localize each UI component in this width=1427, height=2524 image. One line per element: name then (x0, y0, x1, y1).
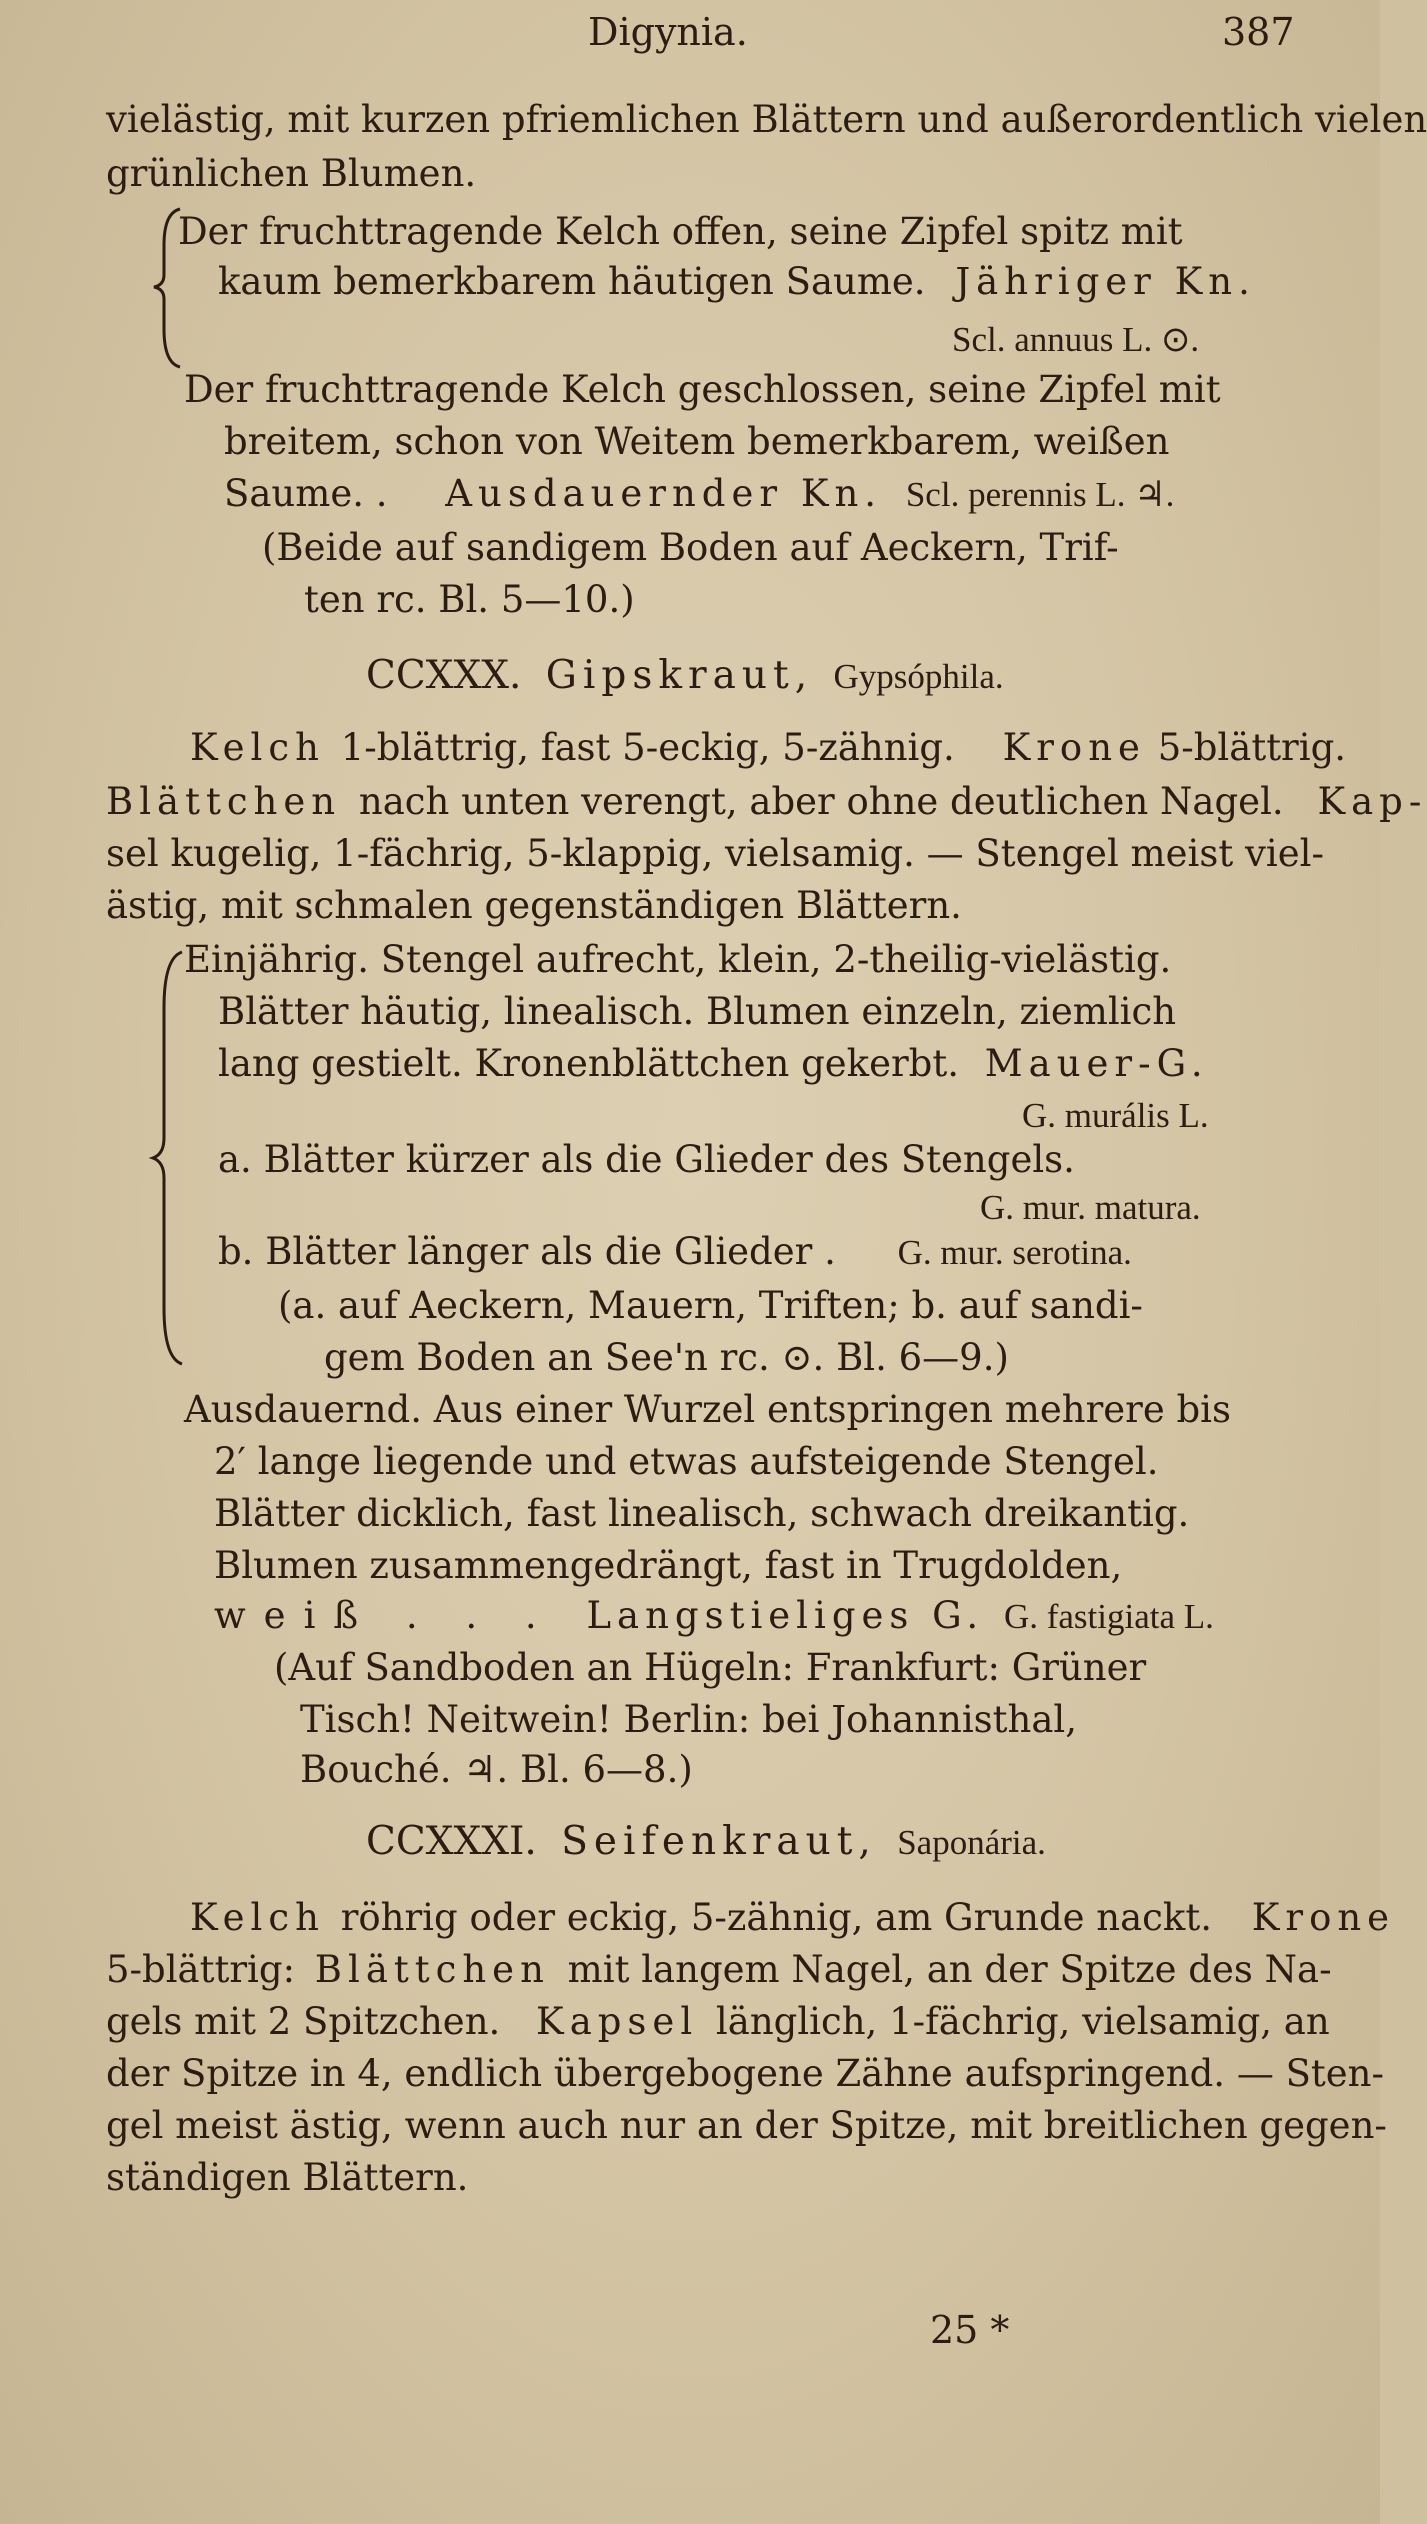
latin-name: Scl. perennis L. ♃. (905, 475, 1175, 514)
german-name: Mauer-G. (984, 1042, 1209, 1085)
key-line: breitem, schon von Weitem bemerkbarem, weißen (224, 420, 1170, 463)
key-text: b. Blätter länger als die Glieder . (218, 1230, 836, 1273)
key-line: Ausdauernd. Aus einer Wurzel entspringen mehrere bis (184, 1388, 1232, 1431)
german-name: Langstieliges G. (586, 1594, 985, 1637)
description-line (106, 778, 1427, 826)
genus-number: CCXXX. (366, 653, 522, 698)
latin-name: G. mur. serotina. (897, 1233, 1132, 1272)
variety-line: a. Blätter kürzer als die Glieder des Stengels. (218, 1138, 1075, 1181)
text-line: grünlichen Blumen. (106, 152, 477, 195)
latin-name: G. mur. matura. (980, 1188, 1201, 1227)
key-line (214, 1592, 1214, 1641)
key-line: Einjährig. Stengel aufrecht, klein, 2-theilig-vielästig. (184, 938, 1172, 981)
key-line (224, 470, 1174, 519)
german-name: Jähriger Kn. (955, 260, 1256, 303)
key-text: weiß . . . (214, 1594, 555, 1637)
habitat-note: gem Boden an See'n rc. ⊙. Bl. 6—9.) (324, 1336, 1009, 1379)
genus-german: Gipskraut, (545, 653, 814, 698)
term: Kap- (1317, 780, 1427, 823)
genus-heading (366, 652, 1004, 701)
key-text: kaum bemerkbarem häutigen Saume. (218, 260, 926, 303)
genus-latin: Saponária. (897, 1823, 1046, 1862)
variety-line (218, 1228, 1132, 1277)
description-line: gel meist ästig, wenn auch nur an der Spitze, mit breitlichen gegen- (106, 2104, 1387, 2147)
page-number: 387 (1222, 10, 1295, 54)
key-line: Blätter häutig, linealisch. Blumen einzeln, ziemlich (218, 990, 1177, 1033)
text: 1-blättrig, fast 5-eckig, 5-zähnig. (340, 726, 955, 769)
key-line: 2′ lange liegende und etwas aufsteigende Stengel. (214, 1440, 1159, 1483)
term: Blättchen (314, 1948, 550, 1991)
habitat-note: (a. auf Aeckern, Mauern, Triften; b. auf sandi- (278, 1284, 1143, 1327)
description-line: ästig, mit schmalen gegenständigen Blättern. (106, 884, 962, 927)
description-line: der Spitze in 4, endlich übergebogene Zähne aufspringend. — Sten- (106, 2052, 1385, 2095)
description-line (190, 724, 1346, 772)
latin-name: G. murális L. (1022, 1096, 1209, 1135)
term: Blättchen (106, 780, 342, 823)
key-line: Der fruchttragende Kelch offen, seine Zipfel spitz mit (178, 210, 1183, 253)
key-line: Blumen zusammengedrängt, fast in Trugdolden, (214, 1544, 1123, 1587)
genus-number: CCXXXI. (366, 1819, 537, 1864)
text: mit langem Nagel, an der Spitze des Na- (567, 1948, 1332, 1991)
text: 5-blättrig. (1157, 726, 1347, 769)
key-text: Saume. . (224, 472, 388, 515)
signature-mark: 25 * (930, 2308, 1010, 2352)
description-line: ständigen Blättern. (106, 2156, 469, 2199)
genus-latin: Gypsóphila. (833, 657, 1004, 696)
text: gels mit 2 Spitzchen. (106, 2000, 501, 2043)
term: Kelch (190, 1896, 325, 1939)
text: 5-blättrig: (106, 1948, 296, 1991)
habitat-note: Bouché. ♃. Bl. 6—8.) (300, 1748, 693, 1791)
text-line: vielästig, mit kurzen pfriemlichen Blättern und außerordentlich vielen (106, 98, 1427, 141)
term: Krone (1002, 726, 1146, 769)
curly-brace (150, 948, 190, 1368)
key-line (218, 1040, 1209, 1088)
text: länglich, 1-fächrig, vielsamig, an (715, 2000, 1330, 2043)
key-line (218, 258, 1256, 306)
habitat-note: (Auf Sandboden an Hügeln: Frankfurt: Grüner (274, 1646, 1147, 1689)
description-line: sel kugelig, 1-fächrig, 5-klappig, vielsamig. — Stengel meist viel- (106, 832, 1324, 875)
key-text: lang gestielt. Kronenblättchen gekerbt. (218, 1042, 959, 1085)
latin-name: G. fastigiata L. (1003, 1597, 1214, 1636)
latin-name: Scl. annuus L. ⊙. (952, 320, 1200, 359)
genus-german: Seifenkraut, (561, 1819, 877, 1864)
description-line (106, 1998, 1330, 2046)
description-line (106, 1946, 1332, 1994)
key-line: Der fruchttragende Kelch geschlossen, seine Zipfel mit (184, 368, 1221, 411)
habitat-note: Tisch! Neitwein! Berlin: bei Johannisthal, (300, 1698, 1078, 1741)
habitat-note: ten rc. Bl. 5—10.) (304, 578, 635, 621)
text: nach unten verengt, aber ohne deutlichen Nagel. (358, 780, 1284, 823)
description-line (190, 1894, 1395, 1942)
running-head: Digynia. (588, 10, 748, 54)
german-name: Ausdauernder Kn. (445, 472, 883, 515)
habitat-note: (Beide auf sandigem Boden auf Aeckern, Trif- (262, 526, 1119, 569)
term: Krone (1251, 1896, 1396, 1939)
term: Kapsel (536, 2000, 699, 2043)
key-line: Blätter dicklich, fast linealisch, schwach dreikantig. (214, 1492, 1190, 1535)
term: Kelch (190, 726, 325, 769)
genus-heading (366, 1818, 1046, 1867)
text: röhrig oder eckig, 5-zähnig, am Grunde nackt. (340, 1896, 1212, 1939)
